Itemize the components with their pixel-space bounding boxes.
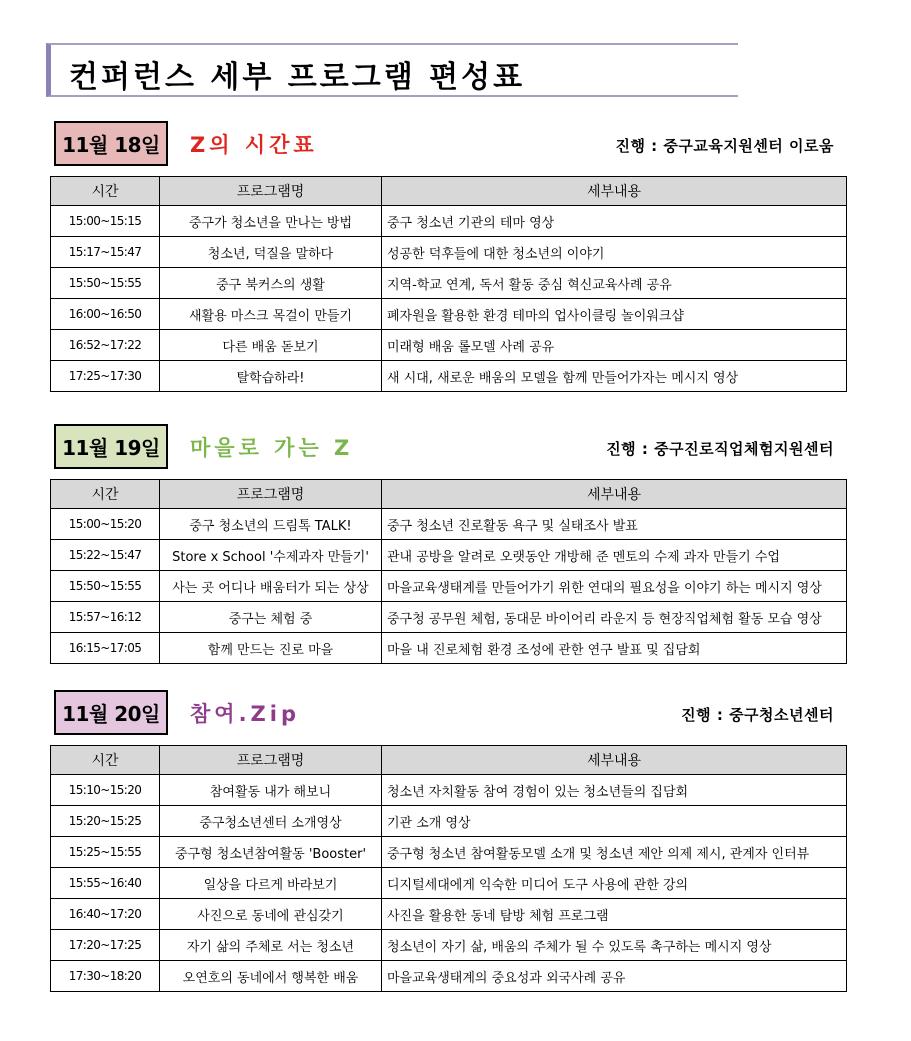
detail-cell: 사진을 활용한 동네 탐방 체험 프로그램 [382, 899, 847, 930]
program-cell: 자기 삶의 주체로 서는 청소년 [160, 930, 382, 961]
time-cell: 15:00~15:15 [51, 206, 160, 237]
schedule-table [50, 176, 847, 392]
table-row [51, 571, 847, 602]
detail-cell: 중구청 공무원 체험, 동대문 바이어리 라운지 등 현장직업체험 활동 모습 영상 [382, 602, 847, 633]
time-cell: 15:55~16:40 [51, 868, 160, 899]
program-column-header: 프로그램명 [160, 177, 382, 206]
time-cell: 15:50~15:55 [51, 571, 160, 602]
time-cell: 17:20~17:25 [51, 930, 160, 961]
detail-cell: 중구형 청소년 참여활동모델 소개 및 청소년 제안 의제 제시, 관계자 인터뷰 [382, 837, 847, 868]
detail-column-header: 세부내용 [382, 746, 847, 775]
detail-cell: 미래형 배움 롤모델 사례 공유 [382, 330, 847, 361]
table-row [51, 899, 847, 930]
time-column-header: 시간 [51, 480, 160, 509]
table-header-row [51, 480, 847, 509]
program-cell: 중구청소년센터 소개영상 [160, 806, 382, 837]
detail-cell: 지역-학교 연계, 독서 활동 중심 혁신교육사례 공유 [382, 268, 847, 299]
program-cell: 사진으로 동네에 관심갖기 [160, 899, 382, 930]
time-cell: 15:00~15:20 [51, 509, 160, 540]
table-row [51, 837, 847, 868]
table-row [51, 509, 847, 540]
program-cell: 다른 배움 돋보기 [160, 330, 382, 361]
detail-cell: 마을교육생태계를 만들어가기 위한 연대의 필요성을 이야기 하는 메시지 영상 [382, 571, 847, 602]
section-host: 진행 : 중구청소년센터 [681, 706, 834, 724]
program-cell: 함께 만드는 진로 마을 [160, 633, 382, 664]
detail-cell: 중구 청소년 기관의 테마 영상 [382, 206, 847, 237]
time-column-header: 시간 [51, 177, 160, 206]
detail-cell: 폐자원을 활용한 환경 테마의 업사이클링 놀이워크샵 [382, 299, 847, 330]
detail-cell: 기관 소개 영상 [382, 806, 847, 837]
section-host: 진행 : 중구진로직업체험지원센터 [606, 440, 834, 458]
time-cell: 16:00~16:50 [51, 299, 160, 330]
schedule-table [50, 479, 847, 664]
table-row [51, 775, 847, 806]
program-cell: 중구가 청소년을 만나는 방법 [160, 206, 382, 237]
time-cell: 16:52~17:22 [51, 330, 160, 361]
date-badge: 11월 19일 [54, 424, 168, 469]
program-column-header: 프로그램명 [160, 480, 382, 509]
detail-cell: 청소년이 자기 삶, 배움의 주체가 될 수 있도록 촉구하는 메시지 영상 [382, 930, 847, 961]
date-badge: 11월 18일 [54, 121, 168, 166]
detail-cell: 디지털세대에게 익숙한 미디어 도구 사용에 관한 강의 [382, 868, 847, 899]
program-cell: 새활용 마스크 목걸이 만들기 [160, 299, 382, 330]
detail-cell: 새 시대, 새로운 배움의 모델을 함께 만들어가자는 메시지 영상 [382, 361, 847, 392]
time-cell: 16:40~17:20 [51, 899, 160, 930]
section-title: 마을로 가는 Z [190, 436, 354, 460]
table-row [51, 602, 847, 633]
page-title: 컨퍼런스 세부 프로그램 편성표 [69, 60, 526, 95]
program-cell: 청소년, 덕질을 말하다 [160, 237, 382, 268]
detail-cell: 마을교육생태계의 중요성과 외국사례 공유 [382, 961, 847, 992]
program-cell: 중구는 체험 중 [160, 602, 382, 633]
table-row [51, 930, 847, 961]
time-cell: 15:10~15:20 [51, 775, 160, 806]
table-row [51, 268, 847, 299]
time-cell: 15:17~15:47 [51, 237, 160, 268]
table-row [51, 206, 847, 237]
table-row [51, 806, 847, 837]
detail-cell: 중구 청소년 진로활동 욕구 및 실태조사 발표 [382, 509, 847, 540]
time-column-header: 시간 [51, 746, 160, 775]
table-header-row [51, 177, 847, 206]
time-cell: 17:30~18:20 [51, 961, 160, 992]
time-cell: 15:57~16:12 [51, 602, 160, 633]
detail-cell: 마을 내 진로체험 환경 조성에 관한 연구 발표 및 집담회 [382, 633, 847, 664]
detail-column-header: 세부내용 [382, 177, 847, 206]
schedule-table [50, 745, 847, 992]
section-host: 진행 : 중구교육지원센터 이로움 [615, 137, 834, 155]
table-row [51, 868, 847, 899]
program-cell: 중구형 청소년참여활동 'Booster' [160, 837, 382, 868]
page-title-box [46, 43, 738, 97]
time-cell: 15:20~15:25 [51, 806, 160, 837]
time-cell: 17:25~17:30 [51, 361, 160, 392]
time-cell: 16:15~17:05 [51, 633, 160, 664]
program-cell: 중구 북커스의 생활 [160, 268, 382, 299]
table-row [51, 361, 847, 392]
table-header-row [51, 746, 847, 775]
detail-cell: 성공한 덕후들에 대한 청소년의 이야기 [382, 237, 847, 268]
time-cell: 15:22~15:47 [51, 540, 160, 571]
detail-cell: 관내 공방을 알려로 오랫동안 개방해 준 멘토의 수제 과자 만들기 수업 [382, 540, 847, 571]
table-row [51, 237, 847, 268]
table-row [51, 633, 847, 664]
program-cell: Store x School '수제과자 만들기' [160, 540, 382, 571]
time-cell: 15:25~15:55 [51, 837, 160, 868]
program-cell: 탈학습하라! [160, 361, 382, 392]
table-row [51, 961, 847, 992]
program-cell: 일상을 다르게 바라보기 [160, 868, 382, 899]
program-cell: 사는 곳 어디나 배움터가 되는 상상 [160, 571, 382, 602]
program-cell: 오연호의 동네에서 행복한 배움 [160, 961, 382, 992]
date-badge: 11월 20일 [54, 690, 168, 735]
table-row [51, 540, 847, 571]
program-column-header: 프로그램명 [160, 746, 382, 775]
section-title: Z의 시간표 [190, 133, 318, 157]
program-cell: 중구 청소년의 드림톡 TALK! [160, 509, 382, 540]
time-cell: 15:50~15:55 [51, 268, 160, 299]
table-row [51, 299, 847, 330]
table-row [51, 330, 847, 361]
detail-column-header: 세부내용 [382, 480, 847, 509]
program-cell: 참여활동 내가 해보니 [160, 775, 382, 806]
section-title: 참여.Zip [190, 702, 301, 726]
detail-cell: 청소년 자치활동 참여 경험이 있는 청소년들의 집담회 [382, 775, 847, 806]
